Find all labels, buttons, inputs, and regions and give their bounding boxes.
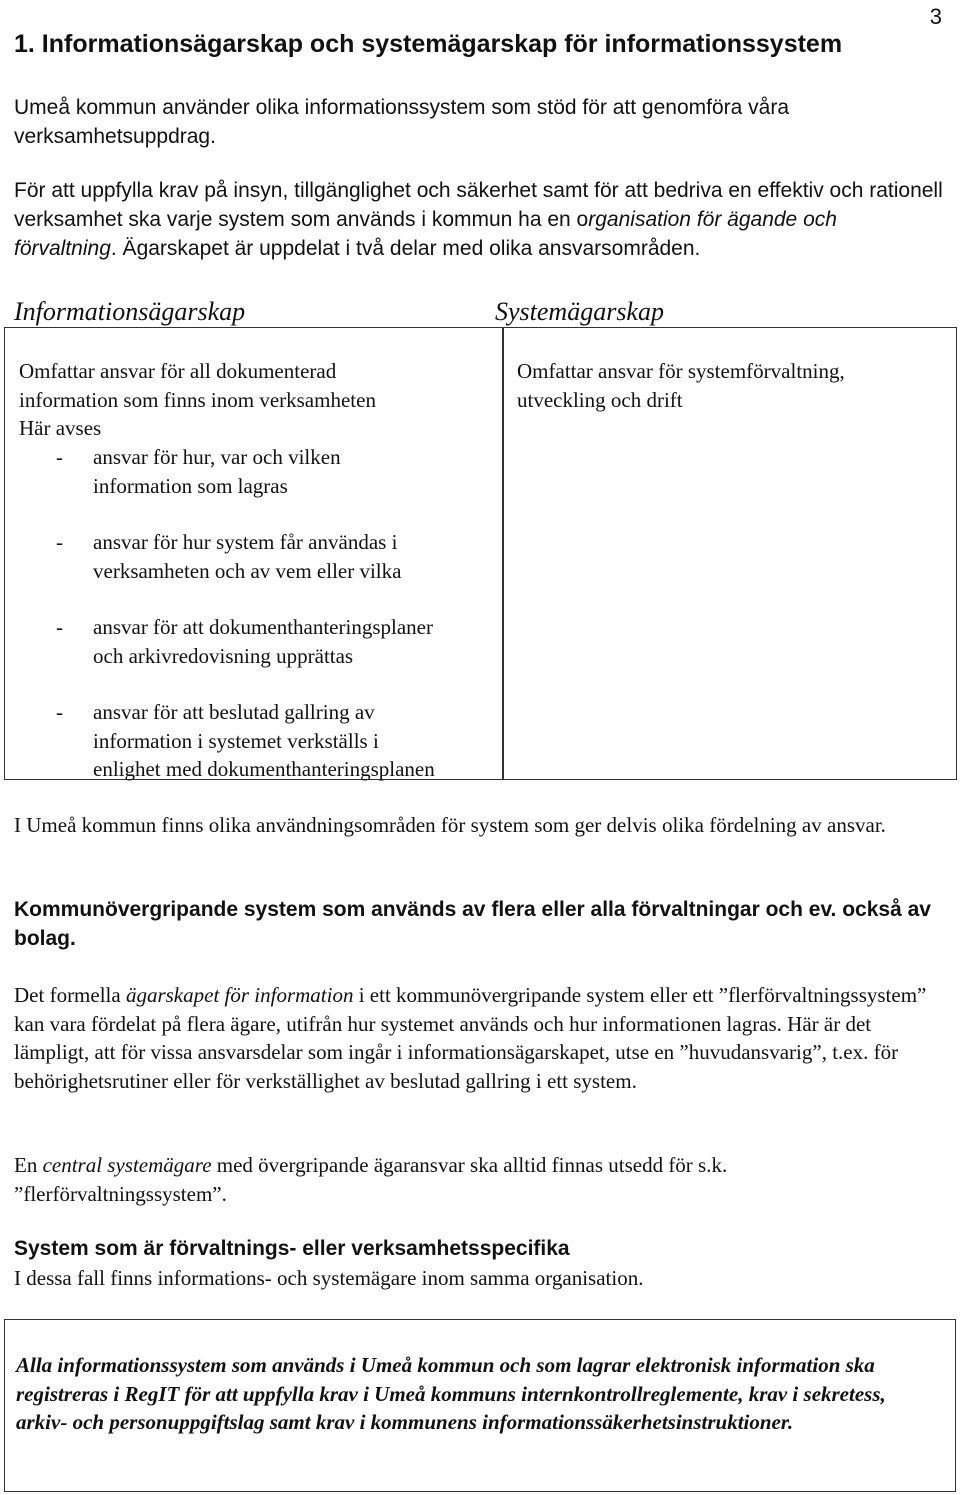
bullet-dash: - bbox=[56, 530, 63, 554]
list-item-line: ansvar för att dokumenthanteringsplaner bbox=[93, 615, 433, 639]
paragraph-italic: central systemägare bbox=[42, 1153, 212, 1177]
list-item-line: och arkivredovisning upprättas bbox=[93, 643, 354, 668]
list-item-text bbox=[93, 613, 513, 670]
list-item-line: information i systemet verkställs i bbox=[93, 728, 379, 753]
paragraph-italic: ägarskapet för information bbox=[125, 983, 354, 1007]
system-ownership-heading: Systemägarskap bbox=[495, 297, 664, 326]
page-number: 3 bbox=[929, 4, 942, 29]
list-item-line: verksamheten och av vem eller vilka bbox=[93, 558, 402, 583]
description-line: information som finns inom verksamheten bbox=[19, 387, 376, 412]
information-ownership-box bbox=[4, 327, 504, 780]
intro-paragraph: Umeå kommun använder olika informationssystem som stöd för att genomföra våra verksamhetsuppdrag. bbox=[14, 96, 790, 148]
list-item-line: ansvar för hur, var och vilken bbox=[93, 445, 341, 469]
information-ownership-heading: Informationsägarskap bbox=[14, 297, 246, 326]
bullet-dash: - bbox=[56, 445, 63, 469]
list-item-line: ansvar för att beslutad gallring av bbox=[93, 700, 375, 724]
list-item-line: information som lagras bbox=[93, 473, 288, 498]
list-item-line: ansvar för hur system får användas i bbox=[93, 530, 398, 554]
ownership-paragraph bbox=[14, 176, 944, 263]
paragraph-text: Det formella bbox=[14, 983, 126, 1007]
description-line: Här avses bbox=[19, 416, 102, 440]
bullet-dash: - bbox=[56, 700, 63, 724]
description-line: utveckling och drift bbox=[517, 387, 683, 412]
page-heading: 1. Informationsägarskap och systemägarskap för informationssystem bbox=[14, 30, 843, 58]
section-heading-cross-municipal: Kommunövergripande system som används av flera eller alla förvaltningar och ev. också av bolag. bbox=[14, 898, 931, 950]
list-item-line: enlighet med dokumenthanteringsplanen bbox=[93, 757, 435, 781]
system-ownership-box bbox=[502, 327, 957, 780]
registration-note-box bbox=[4, 1319, 956, 1492]
usage-areas-paragraph: I Umeå kommun finns olika användningsområden för system som ger delvis olika fördelning av ansvar. bbox=[14, 813, 886, 837]
information-ownership-description bbox=[19, 357, 376, 443]
ownership-paragraph-text-a: För att uppfylla krav på insyn, tillgänglighet och säkerhet samt för att bedriva en effektiv och rationell verksamhet ska varje system som används i kommun ha en o bbox=[14, 179, 943, 231]
registration-note-text: Alla informationssystem som används i Umeå kommun och som lagrar elektronisk information ska registreras i RegIT för att uppfylla krav i Umeå kommuns internkontrollreglemente, krav i sekretess, arkiv- och personuppgiftslag samt krav i kommunens informationssäkerhetsinstruktioner. bbox=[16, 1353, 886, 1434]
description-line: Omfattar ansvar för all dokumenterad bbox=[19, 359, 337, 383]
same-organisation-paragraph: I dessa fall finns informations- och systemägare inom samma organisation. bbox=[14, 1266, 644, 1290]
ownership-paragraph-italic: rganisation för ägande och förvaltning bbox=[14, 208, 837, 260]
formal-ownership-paragraph bbox=[14, 981, 944, 1095]
list-item-text bbox=[93, 528, 513, 585]
paragraph-text: En bbox=[14, 1153, 43, 1177]
list-item-text bbox=[93, 443, 513, 500]
description-line: Omfattar ansvar för systemförvaltning, bbox=[517, 359, 845, 383]
bullet-dash: - bbox=[56, 615, 63, 639]
section-heading-specific-systems: System som är förvaltnings- eller verksamhetsspecifika bbox=[14, 1237, 570, 1260]
central-owner-paragraph bbox=[14, 1151, 944, 1208]
system-ownership-description bbox=[517, 357, 845, 414]
ownership-paragraph-text-b: . Ägarskapet är uppdelat i två delar med olika ansvarsområden. bbox=[110, 237, 701, 260]
paragraph-text: i ett kommunövergripande system eller ett ”flerförvaltningssystem” kan vara fördelat på flera ägare, utifrån hur systemet används och hur informationen lagras. Här är det lämpligt, att för vissa ansvarsdelar som ingår i informationsägarskapet, utse en ”huvudansvarig”, t.ex. för behörighetsrutiner eller för verkställighet av beslutad gallring i ett system. bbox=[14, 983, 927, 1093]
list-item-text bbox=[93, 698, 513, 784]
paragraph-text: med övergripande ägaransvar ska alltid finnas utsedd för s.k. ”flerförvaltningssystem”. bbox=[14, 1153, 728, 1206]
